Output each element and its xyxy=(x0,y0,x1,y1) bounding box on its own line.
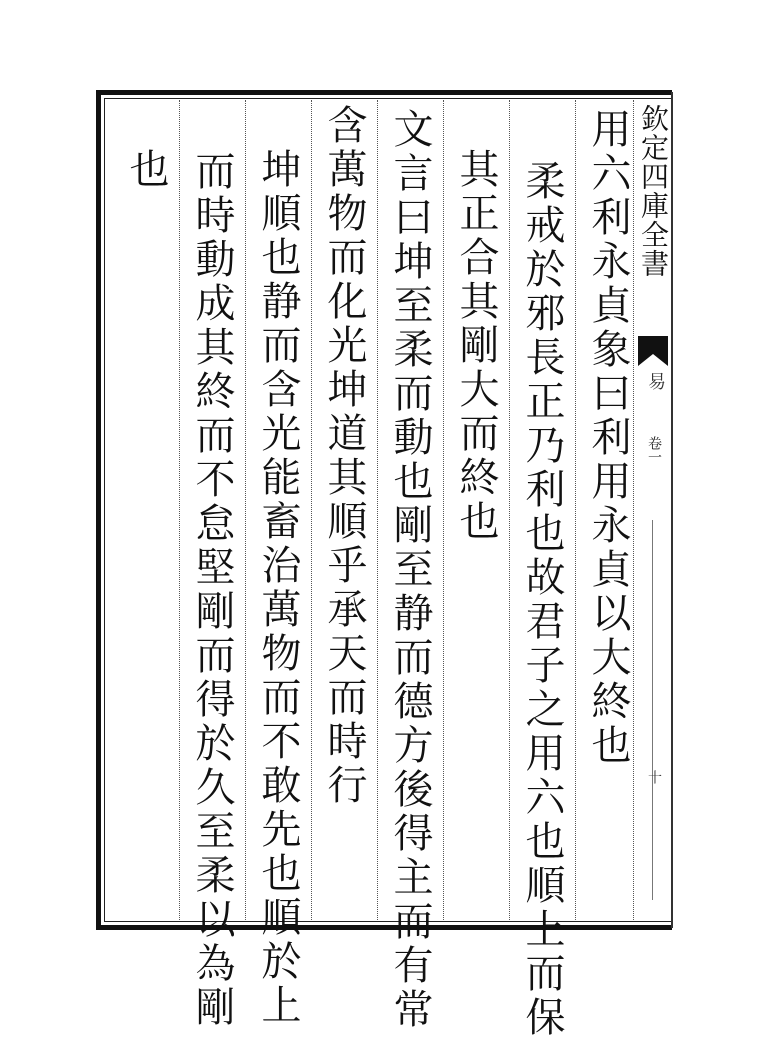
margin-rule xyxy=(652,520,653,900)
text-column-6: 坤順也静而含光能畜治萬物而不敢先也順於上 xyxy=(255,148,301,1028)
book-title: 易 xyxy=(645,372,666,390)
text-column-1: 用六利永貞象曰利用永貞以大終也 xyxy=(585,108,631,768)
text-column-4: 文言曰坤至柔而動也剛至静而德方後得主而有常 xyxy=(387,108,433,1032)
fishtail-mark xyxy=(636,332,670,370)
column-divider xyxy=(575,100,576,920)
page-edge xyxy=(671,92,673,928)
volume-label: 卷一 xyxy=(646,436,662,464)
text-column-7: 而時動成其終而不怠堅剛而得於久至柔以為剛 xyxy=(189,150,235,1030)
column-divider xyxy=(245,100,246,920)
text-column-5: 含萬物而化光坤道其順乎承天而時行 xyxy=(321,104,367,808)
text-column-8: 也 xyxy=(123,148,169,192)
column-divider xyxy=(311,100,312,920)
column-divider xyxy=(443,100,444,920)
column-divider xyxy=(377,100,378,920)
text-column-3: 其正合其剛大而終也 xyxy=(453,148,499,544)
column-divider xyxy=(509,100,510,920)
collection-title: 欽定四庫全書 xyxy=(637,104,670,278)
column-divider xyxy=(179,100,180,920)
text-column-2: 柔戒於邪長正乃利也故君子之用六也順上而保 xyxy=(519,160,565,1040)
page-number: 十 xyxy=(646,770,662,784)
